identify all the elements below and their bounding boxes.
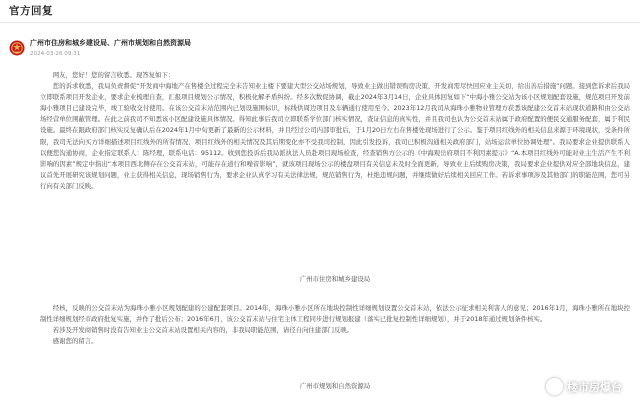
- signature-planning-bureau: 广州市规划和自然资源局: [299, 382, 371, 390]
- letter-body: 您的诉求收悉，我局负责督促“开发商中海地产在售楼全过程完全未告知业主楼下要建大型公交站场规划，导致业主做出错误购房决策，开发商需尽快回应业主关切，给出善后措施”问题。接到您诉求后我局立即联系项目开发企业，要求企业梳理自查，汇报项目规划公示情况，积极化解矛盾纠纷。经多次数促协调，截止2024年3月14日，企业具体回复如下“中海小雅公交站为该小区规划配套设施，规范项目开发前海小雅项目已建设完毕，竣工验收交付使用。在该公交首末站范围内已划设施围标识，标线供周边项目及车辆通行使用至今。2023年12月我司从海珠小雅物业管理方获悉该配建公交首末站现状道路和由公交站场经营单位围蔽管理。在此之前我司不知悉该小区配建设施具体情况。得知此事后我司立即联系学位部门核实情况，查证信息的真实性，并且我司也认为公交首末站属于政府配置的便民交通服务配套，属于利民设施。最终在跟政府部门核实反复确认后在2024年1月中旬更新了最新的公示材料，并且经过公司内部审批后，于1月20日左右在售楼处现场进行了公示。鉴于项目红线外的相关信息来源于环境现状，受条件所限，我司无法向买方详细描述项目红线外的所有情况，项目红线外的相关情况及其后期变化亦不受我司控制，因此引发投诉，我司已积极沟通相关政府部门，站场运营单位协调处理”。我局要求企业提供联系人以便您沟通协商，企业指定联系人：陈经理，联系电话：95112。收到您投诉后我局派执法人员赴项目现场检查，经查销售方公示的《中海观岳府项目不利因素提示》“A.本项目红线外可能对业主生活产生不利影响的因素”规定中指出“本项目西北侧存在公交首末站，可能存在道行和噪音影响”，就该项目现场公示的楼盘项目有关信息未及时全面更新，导致业主后续购房决策，我局要求企业提供对应全部地块信息，建议首先开展研究该规划问题，业主获得相关信息，现场销售行为，要求企业认真学习有关法律法规，规范销售行为，杜绝违规问题，并继续做好后续相关回应工作。若诉求事项涉及其他部门的职能范围，您可另行向有关部门反映。: [40, 82, 630, 190]
- section-title: 官方回复: [9, 5, 53, 17]
- letter-paragraph: 若涉及开发商销售时没有告知业主公交首末站设置相关内容的，非我局职能范围，请径自向住建部门反映。: [52, 326, 354, 335]
- letter-planning-bureau: [40, 303, 630, 347]
- signature-housing-bureau: 广州市住房和城乡建设局: [299, 275, 371, 283]
- section-header: [0, 0, 640, 23]
- letter-greeting: 网友，您好！您的留言收悉。现答复如下：: [52, 71, 175, 79]
- reply-organizations: 广州市住房和城乡建设局、广州市规划和自然资源局: [30, 39, 191, 47]
- weibo-logo-icon: [546, 378, 563, 395]
- letter-paragraph: 经核，反映的公交首末站为海珠小雅小区规划配建的公建配套项目。2014年，海珠小雅小区所在地块控制性详细规划设置公交首末站，依法公示征求相关利害人的意见；2016年1月，海珠小雅所在地块控制性详细规划经市政府批复实施，并作了批后公布；2016年6月，该公交首末站与住宅主体工程同步进行规划报建（落实已批复控制性详细规划），并于2018年通过规划条件核实。: [40, 304, 630, 324]
- watermark-text: 楼市房爆台: [567, 380, 622, 394]
- national-emblem-icon: [9, 40, 25, 56]
- letter-housing-bureau: [40, 70, 630, 192]
- watermark: [546, 378, 622, 395]
- reply-date: 2024-03-26 09:31: [30, 51, 81, 57]
- letter-paragraph: 感谢您的留言。: [52, 337, 98, 346]
